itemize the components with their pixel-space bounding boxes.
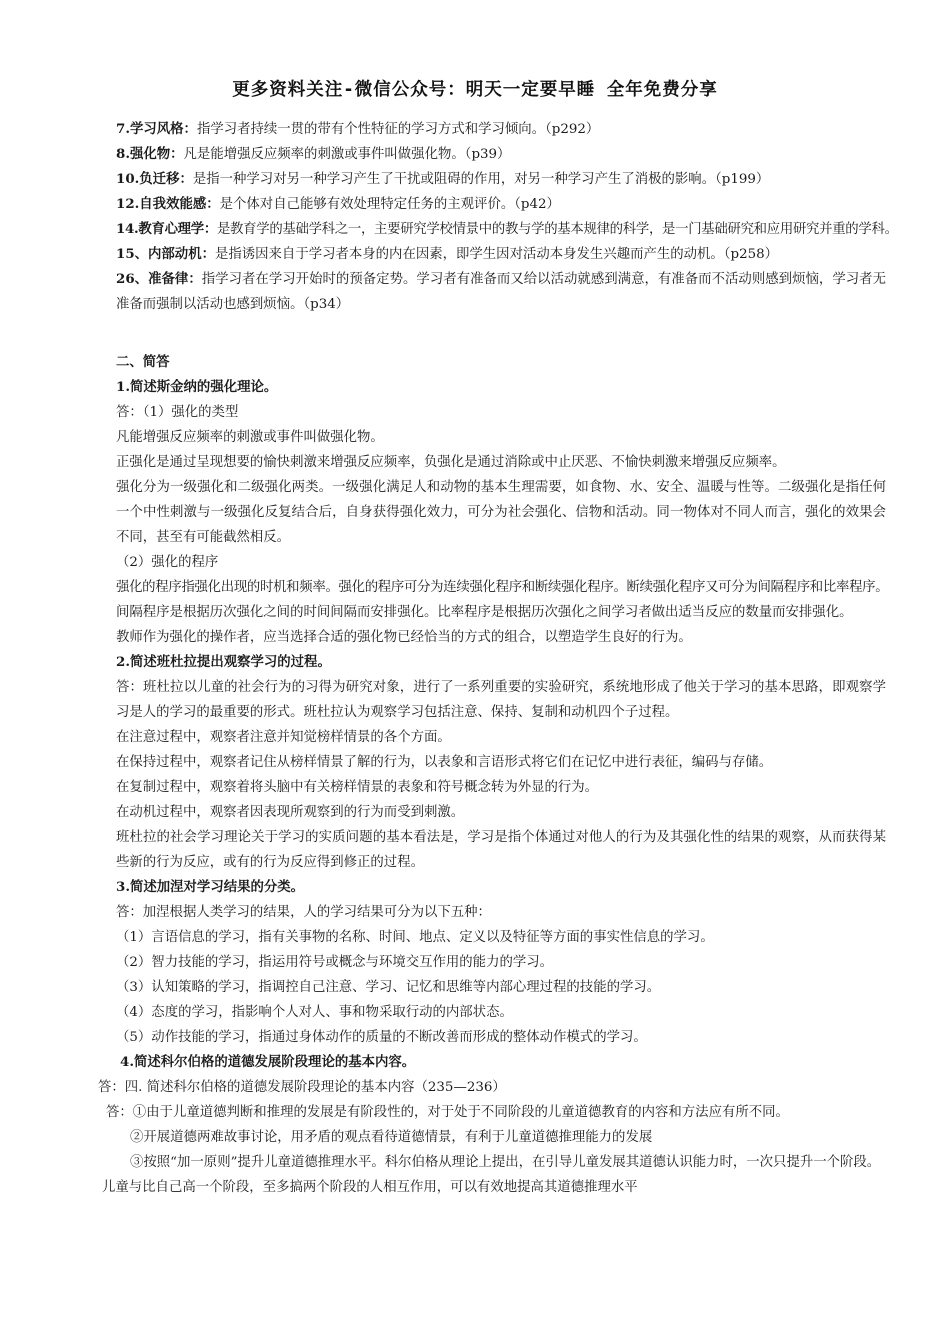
question-title: 1.简述斯金纳的强化理论。	[116, 379, 278, 395]
answer-line: （1）言语信息的学习，指有关事物的名称、时间、地点、定义以及特征等方面的事实性信息的学习。	[116, 930, 714, 945]
answer-line: 儿童与比自己高一个阶段，至多搞两个阶段的人相互作用，可以有效地提高其道德推理水平	[102, 1180, 638, 1195]
question-title: 2.简述班杜拉提出观察学习的过程。	[116, 654, 331, 670]
answer-line: 在动机过程中，观察者因表现所观察到的行为而受到刺激。	[116, 805, 465, 820]
answer-line: 班杜拉的社会学习理论关于学习的实质问题的基本看法是，学习是指个体通过对他人的行为及其强化性的结果的观察，从而获得某些新的行为反应，或有的行为反应得到修正的过程。	[116, 830, 886, 870]
definitions-list	[116, 117, 898, 317]
document-body	[98, 117, 898, 1200]
answer-line: ③按照“加一原则”提升儿童道德推理水平。科尔伯格从理论上提出，在引导儿童发展其道德认识能力时，一次只提升一个阶段。	[130, 1155, 881, 1170]
answer-line: 答：（1）强化的类型	[116, 405, 239, 420]
question-2	[116, 650, 886, 875]
question-3	[116, 875, 886, 1050]
answer-line: （4）态度的学习，指影响个人对人、事和物采取行动的内部状态。	[116, 1005, 513, 1020]
answer-line: 正强化是通过呈现想要的愉快刺激来增强反应频率，负强化是通过消除或中止厌恶、不愉快刺激来增强反应频率。	[116, 455, 786, 470]
answer-line: （5）动作技能的学习，指通过身体动作的质量的不断改善而形成的整体动作模式的学习。	[116, 1030, 647, 1045]
answer-line: ②开展道德两难故事讨论，用矛盾的观点看待道德情景，有利于儿童道德推理能力的发展	[130, 1130, 653, 1145]
question-4	[98, 1050, 886, 1200]
definition-item: 10.负迁移：是指一种学习对另一种学习产生了干扰或阻碍的作用，对另一种学习产生了消极的影响。（p199）	[116, 171, 770, 187]
answer-line: （2）智力技能的学习，指运用符号或概念与环境交互作用的能力的学习。	[116, 955, 554, 970]
answer-line: 间隔程序是根据历次强化之间的时间间隔而安排强化。比率程序是根据历次强化之间学习者做出适当反应的数量而安排强化。	[116, 605, 853, 620]
answer-line: 在注意过程中，观察者注意并知觉榜样情景的各个方面。	[116, 730, 451, 745]
answer-line: 在复制过程中，观察着将头脑中有关榜样情景的表象和符号概念转为外显的行为。	[116, 780, 599, 795]
definition-item: 8.强化物：凡是能增强反应频率的刺激或事件叫做强化物。（p39）	[116, 146, 511, 162]
definition-item: 14.教育心理学：是教育学的基础学科之一，主要研究学校情景中的教与学的基本规律的科学，是一门基础研究和应用研究并重的学科。	[116, 221, 898, 237]
answer-line: 强化的程序指强化出现的时机和频率。强化的程序可分为连续强化程序和断续强化程序。断续强化程序又可分为间隔程序和比率程序。	[116, 580, 889, 595]
answer-line: 答：四. 简述科尔伯格的道德发展阶段理论的基本内容（235—236）	[98, 1080, 506, 1095]
definition-item: 12.自我效能感：是个体对自己能够有效处理特定任务的主观评价。（p42）	[116, 196, 560, 212]
answer-line: （3）认知策略的学习，指调控自己注意、学习、记忆和思维等内部心理过程的技能的学习。	[116, 980, 661, 995]
answer-line: 在保持过程中，观察者记住从榜样情景了解的行为，以表象和言语形式将它们在记忆中进行表征，编码与存储。	[116, 755, 773, 770]
question-title: 4.简述科尔伯格的道德发展阶段理论的基本内容。	[120, 1054, 416, 1070]
question-title: 3.简述加涅对学习结果的分类。	[116, 879, 305, 895]
definition-item: 26、准备律：指学习者在学习开始时的预备定势。学习者有准备而又给以活动就感到满意，有准备而不活动则感到烦恼，学习者无准备而强制以活动也感到烦恼。（p34）	[116, 271, 886, 312]
definition-item: 7.学习风格：指学习者持续一贯的带有个性特征的学习方式和学习倾向。（p292）	[116, 121, 600, 137]
definition-item: 15、内部动机：是指诱因来自于学习者本身的内在因素，即学生因对活动本身发生兴趣而产生的动机。（p258）	[116, 246, 779, 262]
answer-line: 凡能增强反应频率的刺激或事件叫做强化物。	[116, 430, 384, 445]
answer-line: 强化分为一级强化和二级强化两类。一级强化满足人和动物的基本生理需要，如食物、水、安全、温暖与性等。二级强化是指任何一个中性刺激与一级强化反复结合后，自身获得强化效力，可分为社会强化、信物和活动。同一物体对不同人而言，强化的效果会不同，甚至有可能截然相反。	[116, 480, 886, 545]
answer-line: 教师作为强化的操作者，应当选择合适的强化物已经恰当的方式的组合，以塑造学生良好的行为。	[116, 630, 692, 645]
answer-line: （2）强化的程序	[116, 555, 219, 570]
section-title: 二、简答	[116, 354, 170, 370]
answer-line: 答：①由于儿童道德判断和推理的发展是有阶段性的，对于处于不同阶段的儿童道德教育的内容和方法应有所不同。	[106, 1105, 789, 1120]
answer-line: 答：班杜拉以儿童的社会行为的习得为研究对象，进行了一系列重要的实验研究，系统地形成了他关于学习的基本思路，即观察学习是人的学习的最重要的形式。班杜拉认为观察学习包括注意、保持、复制和动机四个子过程。	[116, 680, 886, 720]
question-1	[116, 375, 889, 650]
answer-line: 答：加涅根据人类学习的结果，人的学习结果可分为以下五种：	[116, 905, 491, 920]
page-header: 更多资料关注-微信公众号：明天一定要早睡 全年免费分享	[232, 80, 718, 100]
